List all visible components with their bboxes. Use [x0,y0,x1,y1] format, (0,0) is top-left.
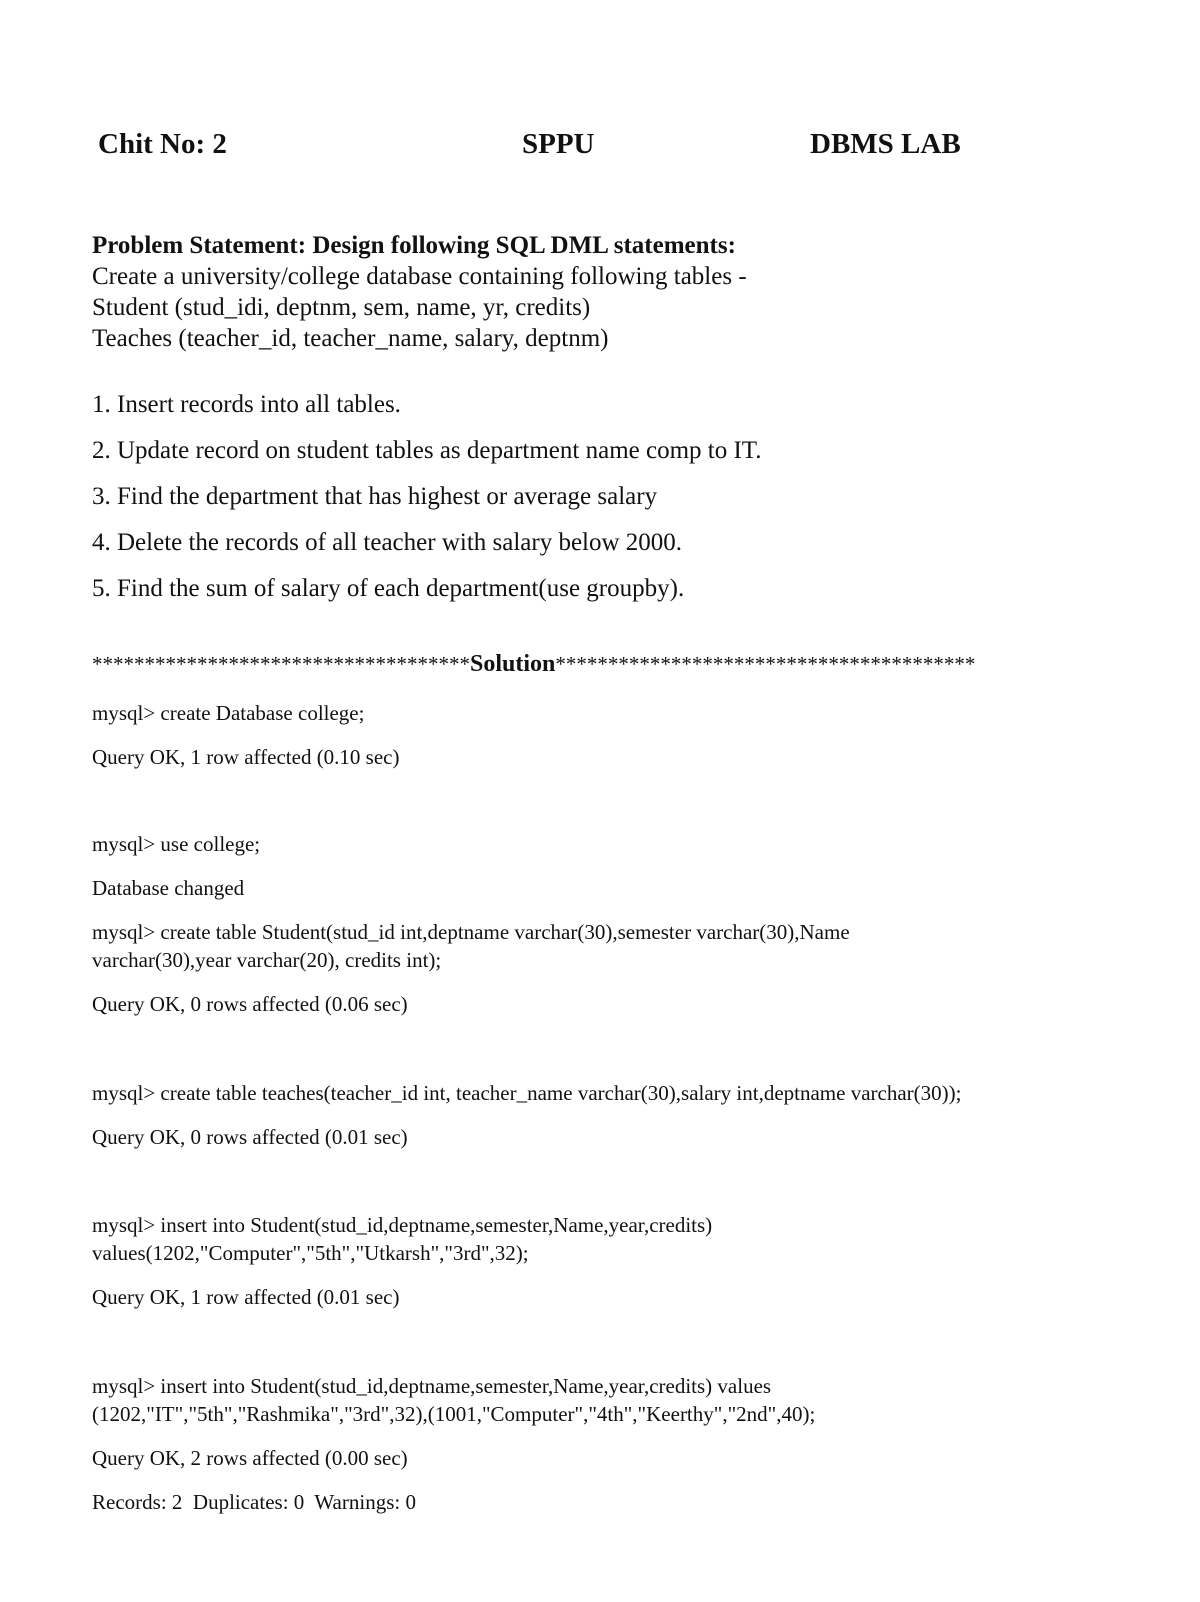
sql-command: mysql> create Database college; [92,701,365,725]
task-item: 1. Insert records into all tables. [92,391,401,418]
sql-output: Query OK, 0 rows affected (0.01 sec) [92,1125,408,1149]
task-item: 2. Update record on student tables as department name comp to IT. [92,437,762,464]
task-item: 3. Find the department that has highest or average salary [92,483,658,510]
problem-intro: Create a university/college database containing following tables - [92,263,747,290]
sql-command-continued: (1202,"IT","5th","Rashmika","3rd",32),(1001,"Computer","4th","Keerthy","2nd",40); [92,1402,816,1426]
sql-output: Database changed [92,876,245,900]
solution-divider [92,651,1177,681]
divider-stars: **************************************** [555,652,976,676]
sql-command: mysql> insert into Student(stud_id,deptname,semester,Name,year,credits) values [92,1374,772,1398]
sql-output: Query OK, 1 row affected (0.10 sec) [92,745,400,769]
sql-output: Query OK, 1 row affected (0.01 sec) [92,1285,400,1309]
sql-command: mysql> insert into Student(stud_id,deptname,semester,Name,year,credits) [92,1213,713,1237]
sql-command-continued: varchar(30),year varchar(20), credits int); [92,948,442,972]
sql-command-continued: values(1202,"Computer","5th","Utkarsh","3rd",32); [92,1241,529,1265]
sql-command: mysql> create table Student(stud_id int,deptname varchar(30),semester varchar(30),Name [92,920,850,944]
sql-output: Query OK, 2 rows affected (0.00 sec) [92,1446,408,1470]
divider-stars: ************************************ [92,652,470,676]
student-table-schema: Student (stud_idi, deptnm, sem, name, yr, credits) [92,294,591,321]
sql-command: mysql> create table teaches(teacher_id int, teacher_name varchar(30),salary int,deptname varchar(30)); [92,1081,962,1105]
university-name: SPPU [522,128,595,160]
solution-label: Solution [470,651,556,677]
task-item: 4. Delete the records of all teacher with salary below 2000. [92,529,683,556]
sql-output: Records: 2 Duplicates: 0 Warnings: 0 [92,1490,416,1514]
teaches-table-schema: Teaches (teacher_id, teacher_name, salary, deptnm) [92,325,609,352]
task-item: 5. Find the sum of salary of each department(use groupby). [92,575,685,602]
chit-number: Chit No: 2 [98,128,227,160]
lab-name: DBMS LAB [810,128,961,160]
problem-title: Problem Statement: Design following SQL DML statements: [92,232,736,259]
sql-command: mysql> use college; [92,832,261,856]
sql-output: Query OK, 0 rows affected (0.06 sec) [92,992,408,1016]
